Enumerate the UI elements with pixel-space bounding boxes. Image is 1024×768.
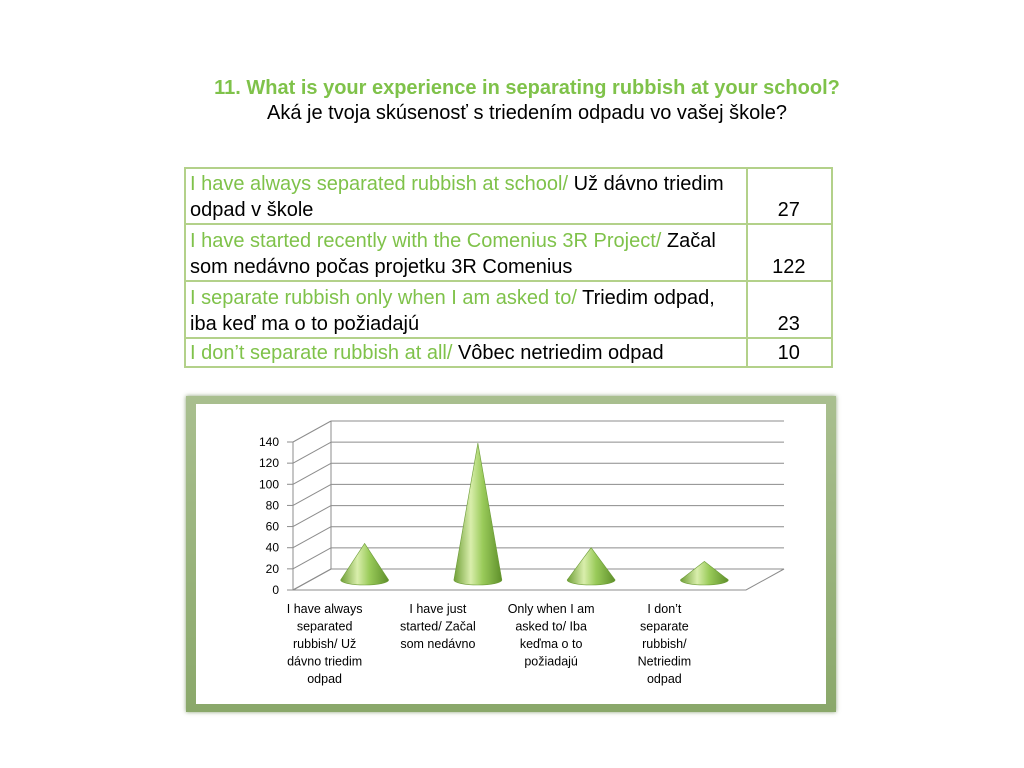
answer-text-cell <box>185 224 747 281</box>
gridline-side <box>293 527 331 548</box>
chart-area <box>196 404 826 704</box>
gridline-side <box>293 506 331 527</box>
x-category-label: I don’t <box>647 602 682 616</box>
table-row <box>185 338 832 367</box>
y-tick-label: 60 <box>265 519 279 534</box>
answer-english: I have always separated rubbish at school/ <box>190 173 574 195</box>
answer-slovak: Triedim odpad, iba keď ma o to požiadajú <box>190 287 715 335</box>
table-row <box>185 224 832 281</box>
table-row <box>185 168 832 224</box>
cone-bar <box>341 543 389 585</box>
x-category-label: rubbish/ <box>642 637 687 651</box>
answer-text-cell <box>185 281 747 338</box>
gridline-side <box>293 548 331 569</box>
x-category-label: I have just <box>409 602 467 616</box>
y-tick-label: 120 <box>258 456 279 471</box>
answer-slovak: Vôbec netriedim odpad <box>457 342 664 364</box>
answer-count: 122 <box>747 224 832 281</box>
answer-slovak: Začal som nedávno počas projetku 3R Comenius <box>190 230 716 278</box>
y-tick-label: 20 <box>265 561 279 576</box>
x-category-label: asked to/ Iba <box>515 619 587 634</box>
x-category-label: požiadajú <box>524 654 578 669</box>
question-title-slovak: Aká je tvoja skúsenosť s triedením odpadu vo vašej škole? <box>266 102 787 124</box>
gridline-side <box>293 421 331 442</box>
answer-text-cell <box>185 168 747 224</box>
x-category-label: separate <box>640 619 689 634</box>
x-category-label: som nedávno <box>400 637 476 651</box>
x-category-label: Only when I am <box>507 602 595 616</box>
answer-count: 23 <box>747 281 832 338</box>
question-title-english: 11. What is your experience in separating rubbish at your school? <box>214 77 840 99</box>
x-category-label: odpad <box>646 672 682 686</box>
x-category-label: keďma o to <box>519 637 583 651</box>
y-tick-label: 80 <box>265 498 279 513</box>
answer-english: I don’t separate rubbish at all/ <box>190 342 458 364</box>
answer-english: I separate rubbish only when I am asked to/ <box>190 287 583 309</box>
gridline-side <box>293 484 331 505</box>
answers-table <box>184 167 833 368</box>
y-tick-label: 0 <box>272 583 279 597</box>
answer-english: I have started recently with the Comenius 3R Project/ <box>190 230 667 252</box>
y-tick-label: 40 <box>265 540 279 555</box>
y-tick-label: 100 <box>258 477 279 492</box>
cone-chart <box>196 404 826 704</box>
table-row <box>185 281 832 338</box>
chart-frame <box>186 396 836 712</box>
answer-count: 10 <box>747 338 832 367</box>
answer-count: 27 <box>747 168 832 224</box>
gridline-side <box>293 463 331 484</box>
answer-text-cell <box>185 338 747 367</box>
x-category-label: odpad <box>307 672 343 686</box>
x-category-label: dávno triedim <box>287 654 363 669</box>
slide-title <box>0 76 1024 126</box>
x-category-label: rubbish/ Už <box>293 637 357 651</box>
x-category-label: Netriedim <box>637 654 692 669</box>
cone-bar <box>567 548 615 585</box>
x-category-label: started/ Začal <box>400 619 476 634</box>
y-tick-label: 140 <box>258 435 279 449</box>
x-category-label: I have always <box>286 602 363 616</box>
gridline-side <box>293 442 331 463</box>
x-category-label: separated <box>296 619 353 634</box>
cone-bar <box>454 443 502 585</box>
answer-slovak: Už dávno triedim odpad v škole <box>190 173 724 221</box>
